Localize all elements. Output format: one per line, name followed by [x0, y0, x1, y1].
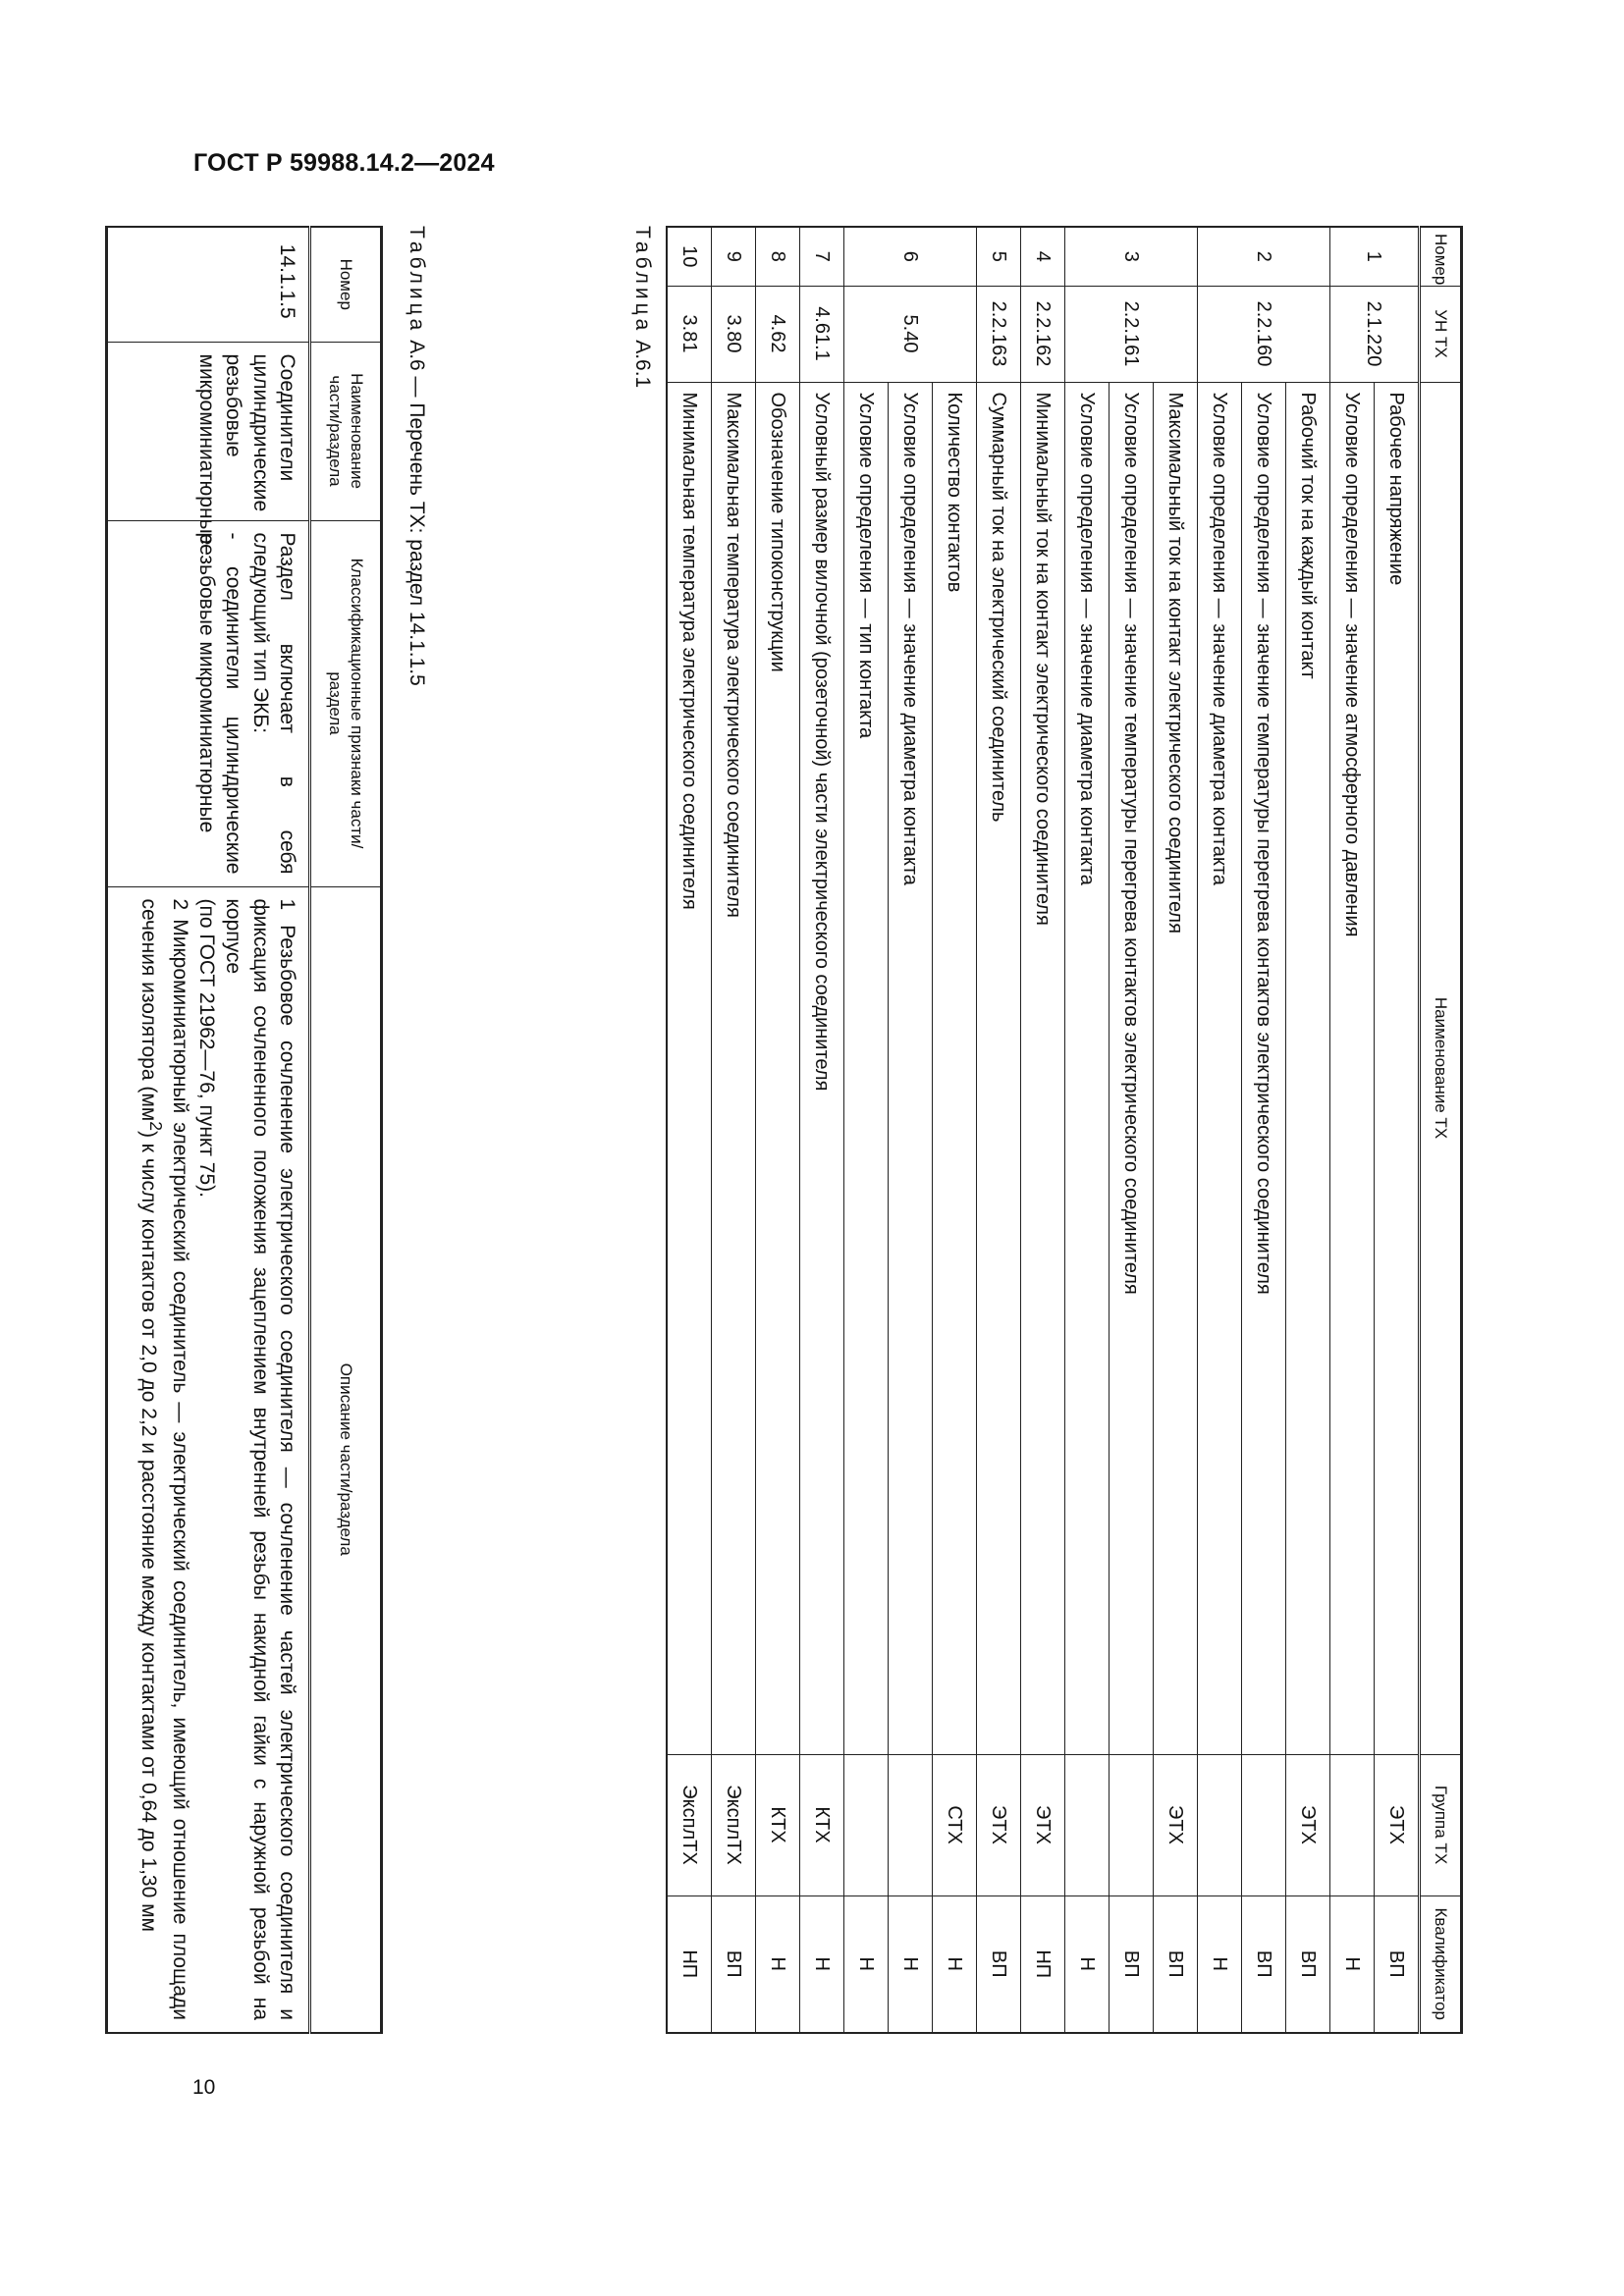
row-number: 7 [800, 227, 844, 286]
caption-text: А.6.1 [631, 340, 654, 389]
table-header-row [1420, 227, 1462, 2033]
row-code: 3.81 [667, 286, 712, 382]
row-group [1065, 1754, 1110, 1896]
row-qualifier: Н [933, 1896, 977, 2033]
row-name: Максимальная температура электрического соединителя [712, 382, 756, 1754]
row-number: 5 [977, 227, 1021, 286]
table-row [1330, 227, 1375, 2033]
row-qualifier: ВП [977, 1896, 1021, 2033]
row-group: КТХ [756, 1754, 800, 1896]
row-name: Количество контактов [933, 382, 977, 1754]
col-header: УН ТХ [1420, 286, 1462, 382]
row-code: 4.61.1 [800, 286, 844, 382]
row-group: ЭТХ [1154, 1754, 1198, 1896]
row-qualifier: НП [1021, 1896, 1065, 2033]
row-name: Условие определения — значение диаметра контакта [1198, 382, 1242, 1754]
table-row [977, 227, 1021, 2033]
row-number: 10 [667, 227, 712, 286]
row-number: 2 [1198, 227, 1330, 286]
row-qualifier: Н [1198, 1896, 1242, 2033]
col-header: Наименование ТХ [1420, 382, 1462, 1754]
row-name: Условие определения — тип контакта [844, 382, 889, 1754]
row-number: 3 [1065, 227, 1198, 286]
row-qualifier: НП [667, 1896, 712, 2033]
row-number: 1 [1330, 227, 1420, 286]
table-row [1021, 227, 1065, 2033]
col-header-features: Классификационные признаки части/раздела [310, 520, 382, 886]
row-qualifier: Н [1065, 1896, 1110, 2033]
row-qualifier: ВП [1286, 1896, 1330, 2033]
row-name: Суммарный ток на электрический соединитель [977, 382, 1021, 1754]
row-name: Максимальный ток на контакт электрического соединителя [1154, 382, 1198, 1754]
row-name: Условие определения — значение температуры перегрева контактов электрического соединителя [1110, 382, 1154, 1754]
row-number: 9 [712, 227, 756, 286]
table-row [1286, 227, 1330, 2033]
row-name: Условие определения — значение атмосферного давления [1330, 382, 1375, 1754]
row-number: 4 [1021, 227, 1065, 286]
table-row [107, 227, 310, 2033]
row-group: ЭТХ [1021, 1754, 1065, 1896]
description-item-1: 1 Резьбовое сочленение электрического соединителя — сочленение частей электрического соединителя и фиксация сочлененного положения зацеплением внутренней резьбы накидной гайки с наружной резьбой на корпусе [222, 898, 298, 2020]
table-row [1154, 227, 1198, 2033]
document-header: ГОСТ Р 59988.14.2—2024 [193, 149, 495, 177]
row-group [1110, 1754, 1154, 1896]
row-group [1242, 1754, 1286, 1896]
row-code: 5.40 [844, 286, 977, 382]
section-name: Соединители цилиндрические резьбовые микроминиатюрные [107, 342, 310, 520]
section-description [107, 886, 310, 2033]
table-row [1242, 227, 1286, 2033]
row-name: Рабочее напряжение [1375, 382, 1420, 1754]
col-header-name: Наименование части/раздела [310, 342, 382, 520]
table-row [1375, 227, 1420, 2033]
row-group [1198, 1754, 1242, 1896]
table-row [1198, 227, 1242, 2033]
row-code: 2.2.161 [1065, 286, 1198, 382]
col-header: Квалификатор [1420, 1896, 1462, 2033]
col-header: Номер [1420, 227, 1462, 286]
row-group: ЭксплТХ [712, 1754, 756, 1896]
row-name: Условный размер вилочной (розеточной) части электрического соединителя [800, 382, 844, 1754]
row-group: ЭТХ [977, 1754, 1021, 1896]
row-group: КТХ [800, 1754, 844, 1896]
description-item-2 [135, 899, 193, 2021]
row-qualifier: Н [756, 1896, 800, 2033]
row-code: 2.2.160 [1198, 286, 1330, 382]
caption-word: Таблица [406, 226, 428, 335]
row-qualifier: ВП [1242, 1896, 1286, 2033]
section-features [107, 520, 310, 886]
table-a6-caption [405, 226, 428, 686]
row-code: 2.2.162 [1021, 286, 1065, 382]
row-qualifier: ВП [1375, 1896, 1420, 2033]
table-row [933, 227, 977, 2033]
row-name: Условие определения — значение диаметра контакта [889, 382, 933, 1754]
superscript: 2 [145, 1121, 166, 1131]
table-row [1110, 227, 1154, 2033]
row-group: ЭксплТХ [667, 1754, 712, 1896]
table-row [756, 227, 800, 2033]
col-header-number: Номер [310, 227, 382, 342]
row-group [889, 1754, 933, 1896]
table-row [667, 227, 712, 2033]
row-group: ЭТХ [1375, 1754, 1420, 1896]
table-row [844, 227, 889, 2033]
desc-2-post: ) к числу контактов от 2,0 до 2,2 и расстояние между контактами от 0,64 до 1,30 мм [136, 1130, 160, 1932]
row-code: 2.2.163 [977, 286, 1021, 382]
row-number: 8 [756, 227, 800, 286]
row-qualifier: Н [889, 1896, 933, 2033]
row-name: Минимальная температура электрического соединителя [667, 382, 712, 1754]
row-qualifier: Н [800, 1896, 844, 2033]
row-name: Условие определения — значение температуры перегрева контактов электрического соединителя [1242, 382, 1286, 1754]
row-qualifier: ВП [1154, 1896, 1198, 2033]
row-qualifier: ВП [712, 1896, 756, 2033]
caption-text: А.6 — Перечень ТХ: раздел 14.1.1.5 [406, 340, 428, 686]
table-row [800, 227, 844, 2033]
row-code: 2.1.220 [1330, 286, 1420, 382]
desc-2-pre: 2 Микроминиатюрный электрический соединитель — электрический соединитель, имеющий отношение площади сечения изолятора (мм [136, 898, 191, 2020]
description-item-1-ref: (по ГОСТ 21962—76, пункт 75). [195, 898, 219, 1198]
row-qualifier: Н [844, 1896, 889, 2033]
features-line: Раздел включает в себя следующий тип ЭКБ: [248, 532, 298, 875]
row-name: Условие определения — значение диаметра контакта [1065, 382, 1110, 1754]
row-code: 3.80 [712, 286, 756, 382]
row-name: Обозначение типоконструкции [756, 382, 800, 1754]
page-number: 10 [192, 2076, 216, 2099]
row-code: 4.62 [756, 286, 800, 382]
col-header: Группа ТХ [1420, 1754, 1462, 1896]
features-line: - соединители цилиндрические резьбовые микроминиатюрные [195, 532, 245, 875]
col-header-description: Описание части/раздела [310, 886, 382, 2033]
row-qualifier: ВП [1110, 1896, 1154, 2033]
landscape-content [136, 226, 1522, 2032]
row-group [844, 1754, 889, 1896]
table-row [889, 227, 933, 2033]
row-group: ЭТХ [1286, 1754, 1330, 1896]
caption-word: Таблица [631, 226, 654, 335]
table-row [1065, 227, 1110, 2033]
table-a61 [666, 226, 1463, 2034]
row-name: Рабочий ток на каждый контакт [1286, 382, 1330, 1754]
section-number: 14.1.1.5 [107, 227, 310, 342]
table-row [712, 227, 756, 2033]
row-name: Минимальный ток на контакт электрического соединителя [1021, 382, 1065, 1754]
table-a61-caption-label [630, 226, 654, 388]
row-qualifier: Н [1330, 1896, 1375, 2033]
row-group [1330, 1754, 1375, 1896]
row-group: СТХ [933, 1754, 977, 1896]
table-a6 [105, 226, 383, 2034]
row-number: 6 [844, 227, 977, 286]
